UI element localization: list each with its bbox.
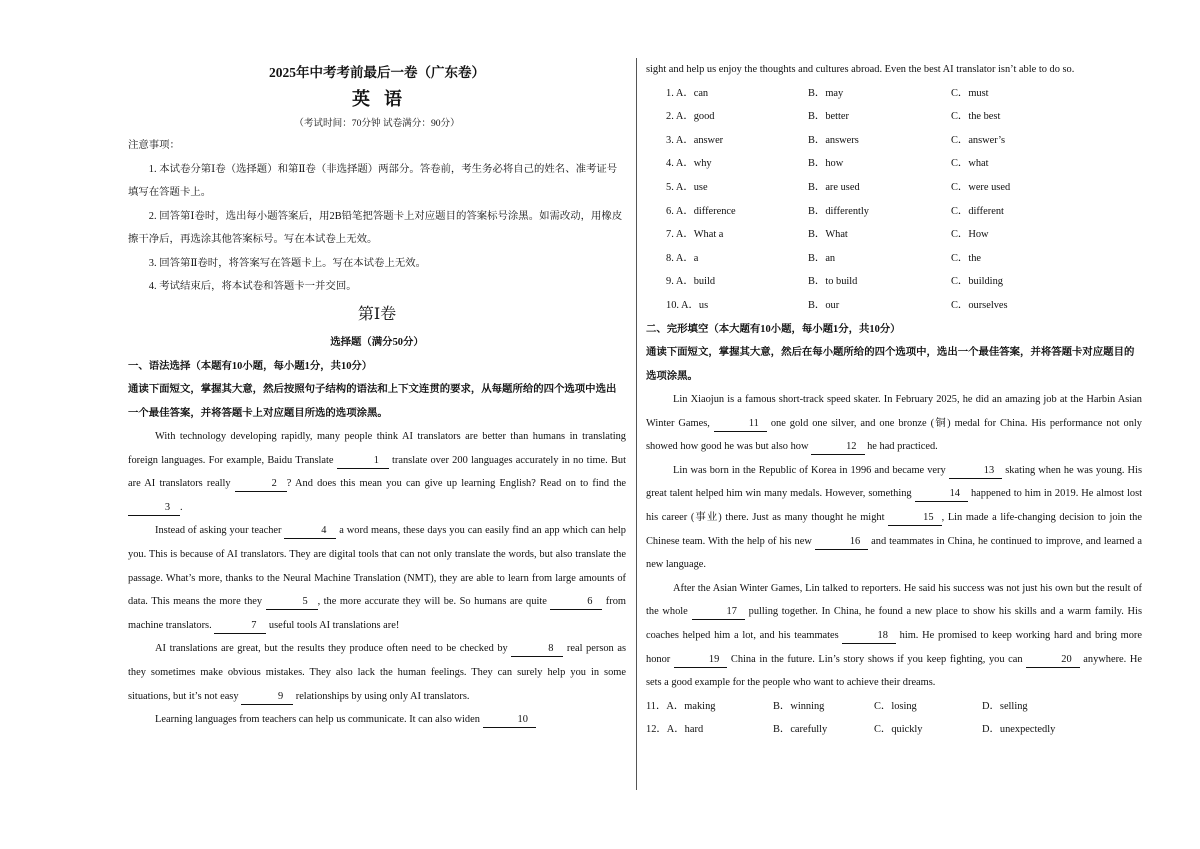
blank-20: 20 <box>1026 653 1079 668</box>
exam-info: （考试时间：70分钟 试卷满分：90分） <box>294 118 460 129</box>
options-row-2 <box>646 105 1142 129</box>
options-row-4 <box>646 152 1142 176</box>
option-b: B．to build <box>808 276 858 288</box>
text: a word means, these days you can easily find an app which can help you. This is because of AI translators. They are digital tools that can not only translate the words, but also translate the passage. What’s more, thanks to the Neural Machine Translation (NMT), they are able to learn from large amounts of data. This means the more they <box>128 525 626 608</box>
section2-instruction: 通读下面短文，掌握其大意，然后在每小题所给的四个选项中，选出一个最佳答案，并将答题卡对应题目的选项涂黑。 <box>646 347 1135 382</box>
left-column <box>128 58 626 732</box>
text: him. He promised to keep working hard and bring more honor <box>646 629 1142 665</box>
option-a: 3. A．answer <box>666 134 724 146</box>
options-row-8 <box>646 247 1142 271</box>
option-c: C．ourselves <box>951 299 1008 311</box>
blank-19: 19 <box>674 653 727 668</box>
option-c: C．building <box>951 276 1003 288</box>
column-divider <box>636 58 637 790</box>
option-c: C．the <box>951 252 982 264</box>
blank-12: 12 <box>811 440 864 455</box>
option-c: C．losing <box>874 700 917 712</box>
option-c: C．answer’s <box>951 134 1006 146</box>
text: ? And does this mean you can give up learning English? Read on to find the <box>286 478 626 490</box>
options-row-5 <box>646 176 1142 200</box>
passage1-paragraph-4-continued: sight and help us enjoy the thoughts and cultures abroad. Even the best AI translator isn’t able to do so. <box>646 64 1075 75</box>
options-row-11 <box>646 695 1142 719</box>
text: Learning languages from teachers can help us communicate. It can also widen <box>155 714 483 726</box>
options-row-9 <box>646 270 1142 294</box>
text: , the more accurate they will be. So humans are quite <box>317 596 551 608</box>
options-row-7 <box>646 223 1142 247</box>
section1-instruction: 通读下面短文，掌握其大意，然后按照句子结构的语法和上下文连贯的要求，从每题所给的四个选项中选出一个最佳答案，并将答题卡上对应题目所选的选项涂黑。 <box>128 384 617 419</box>
passage1-paragraph-3 <box>128 637 626 708</box>
blank-9: 9 <box>241 690 293 705</box>
exam-title: 2025年中考考前最后一卷（广东卷） <box>269 65 485 80</box>
passage2-paragraph-2 <box>646 459 1142 577</box>
text: With technology developing rapidly, many people think AI translators are better than humans in translating foreign languages. For example, Baidu Translate <box>128 431 626 466</box>
option-a: 4. A．why <box>666 158 712 170</box>
option-b: B．differently <box>808 205 869 217</box>
option-b: B．better <box>808 111 849 123</box>
text: China in the future. Lin’s story shows if you keep fighting, you can <box>727 653 1027 665</box>
blank-2: 2 <box>235 477 287 492</box>
blank-7: 7 <box>214 619 266 634</box>
notice-heading: 注意事项： <box>128 140 180 151</box>
option-b: B．how <box>808 158 844 170</box>
text: Lin was born in the Republic of Korea in 1996 and became very <box>673 464 949 476</box>
text: Instead of asking your teacher <box>155 525 285 537</box>
option-a: 7. A．What a <box>666 229 724 241</box>
option-d: D．selling <box>982 700 1028 712</box>
blank-11: 11 <box>714 417 767 432</box>
options-row-3 <box>646 129 1142 153</box>
right-column <box>646 58 1142 742</box>
passage2-paragraph-3 <box>646 577 1142 695</box>
part-title: 第Ⅰ卷 <box>357 305 397 323</box>
passage1-paragraph-1 <box>128 425 626 519</box>
blank-13: 13 <box>949 464 1002 479</box>
text: relationships by using only AI translators. <box>293 690 470 702</box>
text: pulling together. In China, he found a new place to show his skills and a warm family. His coaches helped him a lot, and his teammates <box>646 606 1142 641</box>
part-subtitle: 选择题（满分50分） <box>330 336 424 348</box>
passage2-paragraph-1 <box>646 388 1142 459</box>
option-b: B．winning <box>773 700 825 712</box>
text: . <box>180 501 183 513</box>
text: Lin Xiaojun is a famous short-track speed skater. In February 2025, he did an amazing job at the Harbin Asian Winter Games, <box>646 394 1142 429</box>
text: real person as they sometimes make obvious mistakes. They also lack the human feelings. They can surely help you in some situations, but it’s not easy <box>128 643 626 702</box>
options-row-12 <box>646 718 1142 742</box>
text: AI translations are great, but the results they produce often need to be checked by <box>155 643 512 655</box>
option-a: 2. A．good <box>666 111 715 123</box>
passage1-paragraph-2 <box>128 519 626 637</box>
option-a: 8. A．a <box>666 252 699 264</box>
option-a: 10. A．us <box>666 299 709 311</box>
option-c: C．must <box>951 87 989 99</box>
option-b: B．What <box>808 229 848 241</box>
option-c: C．How <box>951 229 989 241</box>
option-a: 6. A．difference <box>666 205 736 217</box>
text: translate over 200 languages accurately in no time. But are AI translators really <box>128 454 627 490</box>
option-b: B．our <box>808 299 840 311</box>
blank-5: 5 <box>266 595 318 610</box>
notice-item-4: 4. 考试结束后，将本试卷和答题卡一并交回。 <box>148 281 357 292</box>
option-a: 12．A．hard <box>646 724 704 736</box>
option-b: B．answers <box>808 134 859 146</box>
blank-16: 16 <box>815 535 868 550</box>
option-c: C．quickly <box>874 724 923 736</box>
passage1-paragraph-4 <box>128 708 626 732</box>
option-b: B．carefully <box>773 724 828 736</box>
options-row-10 <box>646 294 1142 318</box>
blank-4: 4 <box>284 524 336 539</box>
options-row-1 <box>646 82 1142 106</box>
section1-heading: 一、语法选择（本题有10小题，每小题1分，共10分） <box>128 360 373 372</box>
blank-3: 3 <box>128 501 180 516</box>
blank-17: 17 <box>692 605 745 620</box>
subject-title: 英语 <box>352 89 416 109</box>
blank-8: 8 <box>511 642 563 657</box>
option-a: 9. A．build <box>666 276 716 288</box>
blank-18: 18 <box>842 629 895 644</box>
option-a: 11．A．making <box>646 700 716 712</box>
text: After the Asian Winter Games, Lin talked to reporters. He said his success was not just his own but the result of the whole <box>646 582 1142 618</box>
option-c: C．were used <box>951 181 1011 193</box>
blank-15: 15 <box>888 511 941 526</box>
text: skating when he was young. His great talent helped him win many medals. However, something <box>646 464 1142 500</box>
text: from machine translators. <box>128 596 626 631</box>
text: one gold one silver, and one bronze (铜) medal for China. His performance not only showed how good he was but also how <box>646 417 1142 453</box>
option-c: C．what <box>951 158 989 170</box>
text: useful tools AI translations are! <box>266 619 400 631</box>
option-b: B．an <box>808 252 836 264</box>
option-a: 5. A．use <box>666 181 708 193</box>
options-row-6 <box>646 200 1142 224</box>
option-a: 1. A．can <box>666 87 709 99</box>
section2-heading: 二、完形填空（本大题有10小题，每小题1分，共10分） <box>646 323 901 335</box>
text: anywhere. He sets a good example for the people who want to achieve their dreams. <box>646 653 1143 689</box>
text: and teammates in China, he continued to improve, and learned a new language. <box>646 535 1142 571</box>
blank-10: 10 <box>483 713 536 728</box>
text: , Lin made a life-changing decision to join the Chinese team. With the help of his new <box>646 512 1142 547</box>
notice-item-1: 1. 本试卷分第Ⅰ卷（选择题）和第Ⅱ卷（非选择题）两部分。答卷前，考生务必将自己的姓名、准考证号填写在答题卡上。 <box>128 163 618 198</box>
blank-14: 14 <box>915 487 968 502</box>
notice-item-2: 2. 回答第Ⅰ卷时，选出每小题答案后，用2B铅笔把答题卡上对应题目的答案标号涂黑。如需改动，用橡皮擦干净后，再选涂其他答案标号。写在本试卷上无效。 <box>128 210 623 245</box>
option-b: B．are used <box>808 181 860 193</box>
blank-1: 1 <box>337 454 389 469</box>
notice-item-3: 3. 回答第Ⅱ卷时，将答案写在答题卡上。写在本试卷上无效。 <box>148 257 427 269</box>
text: happened to him in 2019. He almost lost his career (事业) there. Just as many thought he might <box>646 488 1143 523</box>
option-b: B．may <box>808 87 844 99</box>
option-c: C．different <box>951 205 1004 217</box>
option-d: D．unexpectedly <box>982 724 1056 736</box>
blank-6: 6 <box>550 595 602 610</box>
option-c: C．the best <box>951 111 1001 123</box>
text: he had practiced. <box>864 441 938 453</box>
